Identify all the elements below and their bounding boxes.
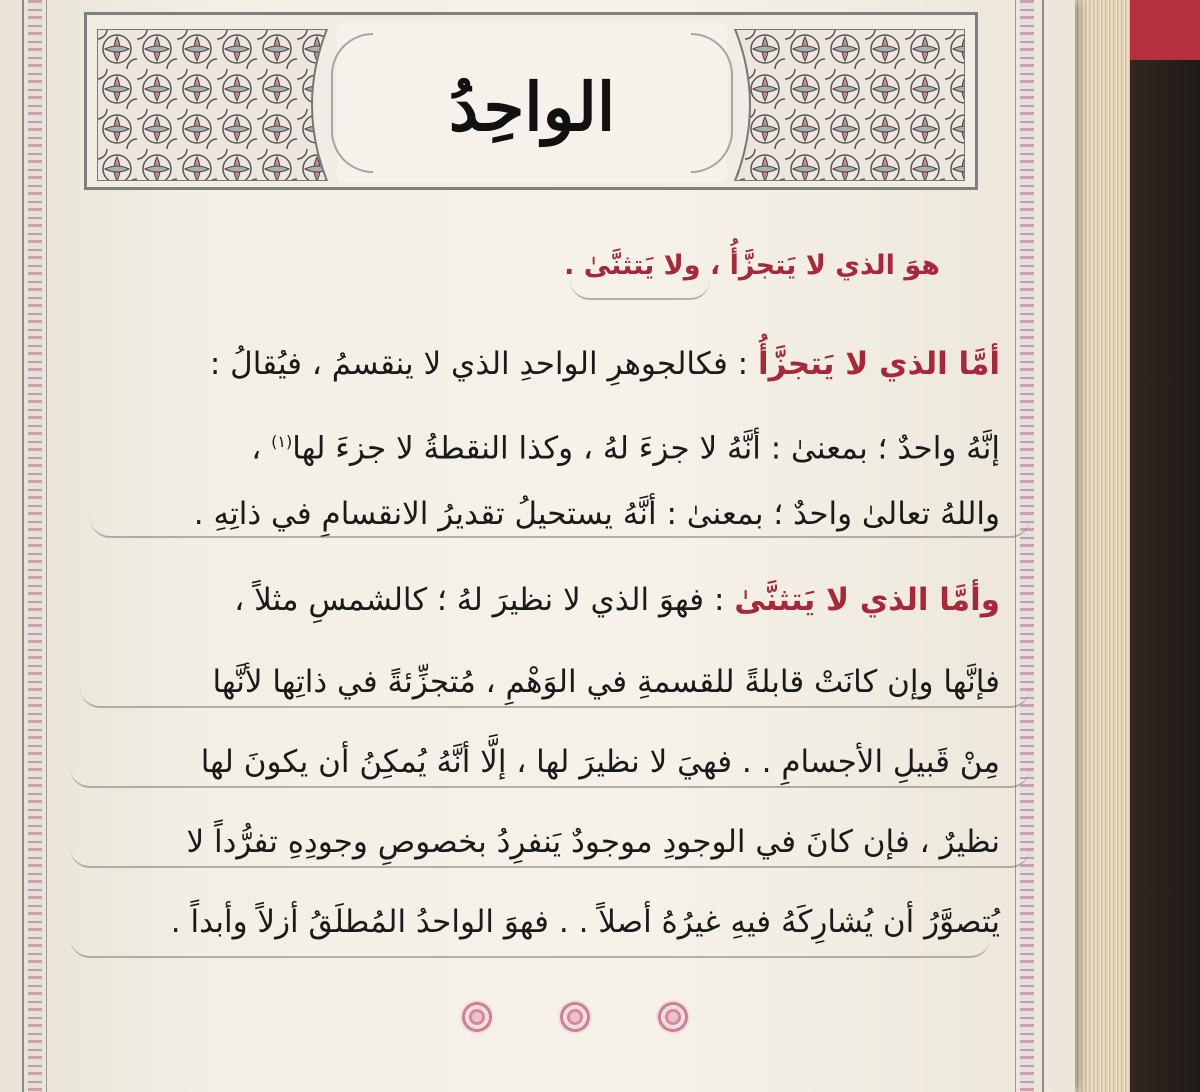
p1-line-2 <box>251 420 1000 470</box>
title-cartouche <box>337 23 727 183</box>
pencil-underline <box>80 688 1030 708</box>
arabesque-ornament-left-icon <box>97 29 357 181</box>
pencil-underline <box>570 280 710 300</box>
p2-heading: وأمَّا الذي لا يَتثنَّىٰ <box>734 582 1000 618</box>
pencil-underline <box>70 938 990 958</box>
p2-line-1 <box>234 578 1000 622</box>
p1-line-3-text: واللهُ تعالىٰ واحدٌ ؛ بمعنىٰ : أنَّهُ يستحيلُ تقديرُ الانقسامِ في ذاتِهِ . <box>193 496 1000 532</box>
p1-line-1-text: : فكالجوهرِ الواحدِ الذي لا ينقسمُ ، فيُقالُ : <box>209 346 758 382</box>
p2-line-2-text: فإنَّها وإن كانَتْ قابلةً للقسمةِ في الوَهْمِ ، مُتجزِّئةً في ذاتِها لأنَّها <box>212 664 1000 700</box>
footnote-marker: (١) <box>271 432 293 451</box>
background-red-cloth <box>1120 0 1200 60</box>
intro-text: هوَ الذي لا يَتجزَّأُ ، ولا يَتثنَّىٰ . <box>564 250 940 281</box>
page-border-band-right <box>1020 0 1034 1092</box>
pencil-underline <box>90 518 1030 538</box>
pencil-underline <box>70 768 1030 788</box>
p1-line-2-end: ، <box>251 430 272 467</box>
section-divider <box>460 1000 690 1040</box>
p1-line-2-text: إنَّهُ واحدٌ ؛ بمعنىٰ : أنَّهُ لا جزءَ لهُ ، وكذا النقطةُ لا جزءَ لها <box>292 430 1000 467</box>
arabesque-ornament-right-icon <box>705 29 965 181</box>
chapter-title: الواحِدُ <box>448 68 616 146</box>
p2-line-3-text: مِنْ قَبيلِ الأجسامِ . . فهيَ لا نظيرَ لها ، إلَّا أنَّهُ يُمكِنُ أن يكونَ لها <box>200 744 1000 780</box>
p2-line-4-text: نظيرٌ ، فإن كانَ في الوجودِ موجودٌ يَنفرِدُ بخصوصِ وجودِهِ تفرُّداً لا <box>186 824 1000 860</box>
p2-line-1-text: : فهوَ الذي لا نظيرَ لهُ ؛ كالشمسِ مثلاً ، <box>234 582 735 618</box>
flower-ornament-icon <box>460 1000 494 1034</box>
p1-heading: أمَّا الذي لا يَتجزَّأُ <box>757 346 1000 382</box>
chapter-header <box>84 12 978 190</box>
p2-line-5-text: يُتصوَّرُ أن يُشارِكَهُ فيهِ غيرُهُ أصلاً . . فهوَ الواحدُ المُطلَقُ أزلاً وأبداً . <box>170 904 1000 940</box>
flower-ornament-icon <box>656 1000 690 1034</box>
page-border-band-left <box>28 0 42 1092</box>
flower-ornament-icon <box>558 1000 592 1034</box>
pencil-underline <box>70 848 1030 868</box>
p1-line-1 <box>210 342 1000 386</box>
